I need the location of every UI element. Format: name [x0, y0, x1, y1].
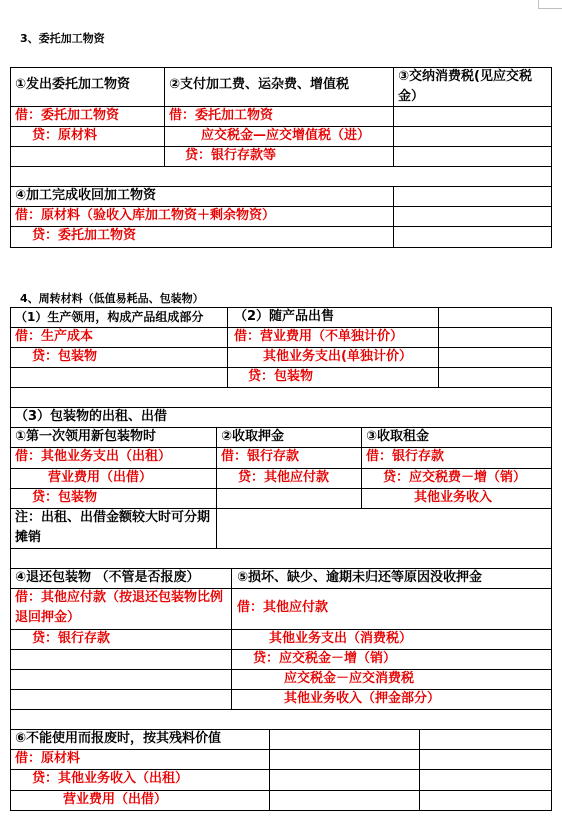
step2-header: ②支付加工费、运杂费、增值税: [169, 77, 350, 92]
step4-return-debit: 借：其他应付款（按退还包装物比例退回押金）: [15, 590, 224, 625]
part3-step3-debit: 借：银行存款: [366, 449, 445, 464]
part1-header: （1）生产领用，构成产品组成部分: [15, 310, 204, 324]
step5-line-5: 其他业务收入（押金部分）: [284, 691, 441, 706]
step6-credit: 贷：其他业务收入（出租）: [32, 771, 189, 786]
step4-return-credit: 贷：银行存款: [32, 631, 111, 646]
part3-step3-header: ③收取租金: [366, 429, 430, 444]
part2-credit: 贷：包装物: [248, 369, 314, 384]
step5-line-3: 贷：应交税金－增（销）: [253, 651, 397, 666]
page-corner-mark: [538, 0, 539, 8]
step1-debit: 借：委托加工物资: [15, 108, 120, 123]
step5-forfeit-debit: 借：其他应付款: [237, 600, 329, 615]
step6-credit-2: 营业费用（出借）: [63, 792, 168, 807]
step5-forfeit-header: ⑤损坏、缺少、逾期未归还等原因没收押金: [237, 570, 483, 585]
page-corner-mark: [538, 8, 562, 9]
step2-credit: 贷：银行存款等: [185, 148, 277, 163]
part3-step1-header: ①第一次领用新包装物时: [15, 429, 157, 444]
part3-step1-debit-2: 营业费用（出借）: [48, 470, 153, 485]
part2-debit: 借：营业费用（不单独计价）: [234, 329, 404, 344]
part3-step1-credit: 贷：包装物: [32, 490, 98, 505]
part3-step1-debit: 借：其他业务支出（出租）: [15, 449, 172, 464]
part3-step3-credit-2: 其他业务收入: [414, 490, 493, 505]
section-3-heading: 3、委托加工物资: [20, 32, 105, 45]
step4-debit: 借：原材料（验收入库加工物资＋剩余物资）: [15, 208, 276, 223]
step3-header: ③交纳消费税(见应交税金）: [398, 69, 532, 104]
part3-header: （3）包装物的出租、出借: [15, 409, 168, 424]
step4-return-header: ④退还包装物 （不管是否报废）: [15, 570, 200, 585]
step6-header: ⑥不能使用而报废时，按其残料价值: [15, 731, 222, 746]
part1-credit: 贷：包装物: [32, 349, 98, 364]
part3-step2-credit: 贷：其他应付款: [238, 470, 330, 485]
step2-tax-line: 应交税金—应交增值税（进）: [201, 128, 371, 143]
step1-header: ①发出委托加工物资: [15, 77, 131, 92]
section-4-heading: 4、周转材料（低值易耗品、包装物）: [20, 292, 204, 305]
part3-note: 注：出租、出借金额较大时可分期摊销: [15, 510, 211, 545]
part2-header: （2）随产品出售: [234, 309, 335, 324]
part2-debit-2: 其他业务支出(单独计价）: [263, 349, 412, 364]
part1-debit: 借：生产成本: [15, 329, 94, 344]
step2-debit: 借：委托加工物资: [169, 108, 274, 123]
step5-line-4: 应交税金－应交消费税: [284, 671, 415, 686]
part3-step2-header: ②收取押金: [221, 429, 285, 444]
step4-credit: 贷：委托加工物资: [32, 228, 137, 243]
step4-header: ④加工完成收回加工物资: [15, 188, 157, 203]
part3-step2-debit: 借：银行存款: [221, 449, 300, 464]
step1-credit: 贷：原材料: [32, 128, 98, 143]
step5-line-2: 其他业务支出（消费税）: [269, 631, 413, 646]
step6-debit: 借：原材料: [15, 751, 81, 766]
part3-step3-credit: 贷：应交税费－增（销）: [383, 470, 527, 485]
